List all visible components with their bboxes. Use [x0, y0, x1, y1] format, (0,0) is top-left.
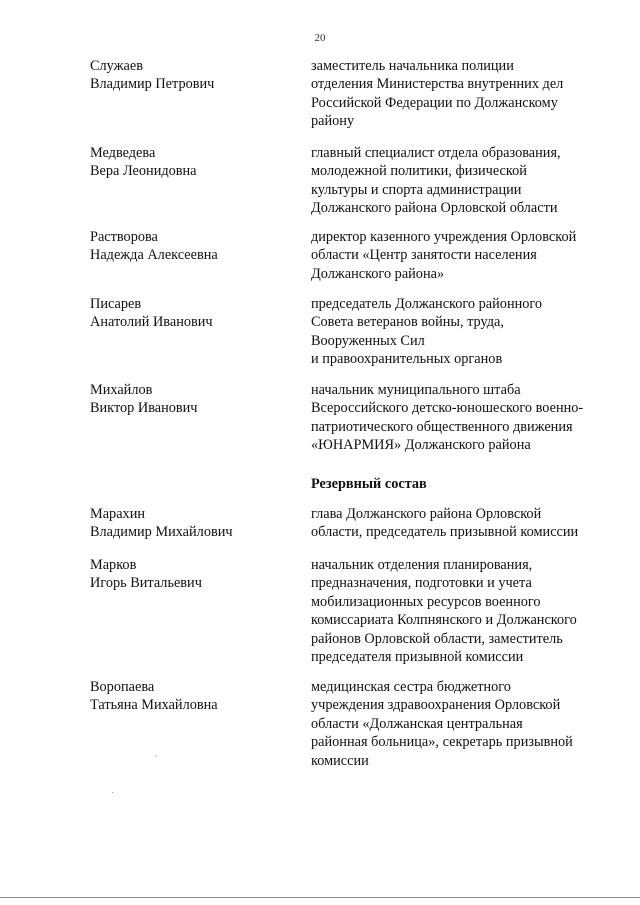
position-line: району [311, 113, 355, 130]
position-line: глава Должанского района Орловской [311, 506, 542, 522]
position-line: мобилизационных ресурсов военного [311, 593, 541, 610]
member-position [311, 678, 611, 770]
member-name [90, 228, 300, 265]
surname: Растворова [90, 229, 158, 245]
surname: Марков [90, 557, 137, 573]
member-position [311, 556, 611, 666]
position-line: и правоохранительных органов [311, 351, 503, 368]
surname: Михайлов [90, 382, 153, 398]
scan-speck [156, 756, 157, 757]
position-line: молодежной политики, физической [311, 163, 527, 180]
position-line: председатель Должанского районного [311, 296, 543, 312]
given-names: Татьяна Михайловна [90, 697, 218, 714]
given-names: Виктор Иванович [90, 400, 198, 417]
scan-edge-rule [0, 897, 640, 898]
surname: Писарев [90, 296, 142, 312]
position-line: «ЮНАРМИЯ» Должанского района [311, 437, 531, 454]
scan-speck [112, 792, 113, 793]
position-line: Должанского района» [311, 265, 445, 282]
member-position [311, 505, 611, 542]
position-line: председателя призывной комиссии [311, 649, 524, 666]
position-line: Всероссийского детско-юношеского военно- [311, 400, 584, 417]
given-names: Вера Леонидовна [90, 163, 197, 180]
member-position [311, 57, 611, 131]
given-names: Надежда Алексеевна [90, 247, 218, 264]
member-name [90, 556, 300, 593]
surname: Марахин [90, 506, 146, 522]
member-position [311, 381, 611, 455]
surname: Воропаева [90, 679, 155, 695]
given-names: Игорь Витальевич [90, 575, 202, 592]
member-position [311, 228, 611, 283]
position-line: учреждения здравоохранения Орловской [311, 697, 561, 714]
position-line: отделения Министерства внутренних дел [311, 76, 564, 93]
surname: Медведева [90, 145, 156, 161]
position-line: комиссии [311, 752, 369, 769]
given-names: Владимир Михайлович [90, 524, 233, 541]
reserve-section-heading: Резервный состав [311, 476, 427, 492]
position-line: Вооруженных Сил [311, 332, 425, 349]
position-line: комиссариата Колпнянского и Должанского [311, 612, 577, 629]
position-line: директор казенного учреждения Орловской [311, 229, 577, 245]
position-line: Должанского района Орловской области [311, 200, 558, 217]
position-line: культуры и спорта администрации [311, 181, 522, 198]
position-line: главный специалист отдела образования, [311, 145, 561, 161]
position-line: районов Орловской области, заместитель [311, 630, 563, 647]
given-names: Владимир Петрович [90, 76, 215, 93]
position-line: Совета ветеранов войны, труда, [311, 314, 504, 331]
position-line: заместитель начальника полиции [311, 58, 514, 74]
position-line: области, председатель призывной комиссии [311, 524, 579, 541]
position-line: области «Центр занятости населения [311, 247, 537, 264]
given-names: Анатолий Иванович [90, 314, 213, 331]
member-name [90, 381, 300, 418]
position-line: Российской Федерации по Должанскому [311, 94, 558, 111]
member-name [90, 57, 300, 94]
member-name [90, 144, 300, 181]
position-line: предназначения, подготовки и учета [311, 575, 532, 592]
position-line: начальник муниципального штаба [311, 382, 521, 398]
position-line: районная больница», секретарь призывной [311, 734, 573, 751]
member-name [90, 678, 300, 715]
member-position [311, 144, 611, 218]
page-number: 20 [314, 32, 326, 44]
member-name [90, 295, 300, 332]
position-line: медицинская сестра бюджетного [311, 679, 511, 695]
surname: Служаев [90, 58, 143, 74]
position-line: патриотического общественного движения [311, 418, 573, 435]
member-position [311, 295, 611, 369]
position-line: начальник отделения планирования, [311, 557, 533, 573]
member-name [90, 505, 300, 542]
position-line: области «Должанская центральная [311, 715, 523, 732]
